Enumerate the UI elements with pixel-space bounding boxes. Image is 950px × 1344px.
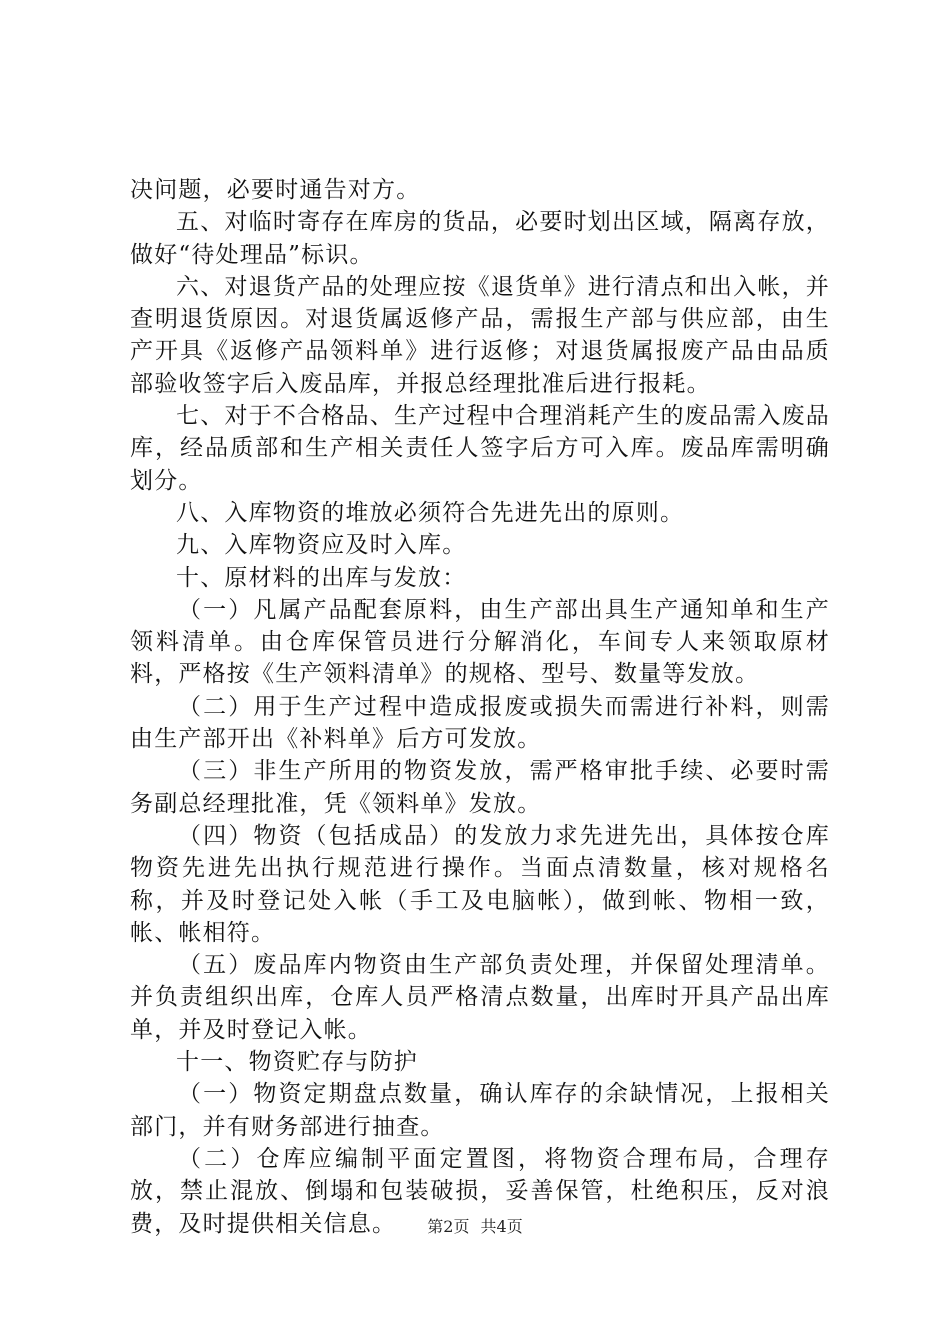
paragraph-item-10-5: （五）废品库内物资由生产部负责处理，并保留处理清单。并负责组织出库，仓库人员严格清点数量，出库时开具产品出库单，并及时登记入帐。 bbox=[130, 952, 830, 1043]
paragraph-item-6: 六、对退货产品的处理应按《退货单》进行清点和出入帐，并查明退货原因。对退货属返修产品，需报生产部与供应部，由生产开具《返修产品领料单》进行返修；对退货属报废产品由品质部验收签字后入废品库，并报总经理批准后进行报耗。 bbox=[130, 273, 830, 397]
paragraph-item-10-1: （一）凡属产品配套原料，由生产部出具生产通知单和生产领料清单。由仓库保管员进行分解消化，车间专人来领取原材料，严格按《生产领料清单》的规格、型号、数量等发放。 bbox=[130, 596, 830, 688]
paragraph-continuation: 决问题，必要时通告对方。 bbox=[130, 177, 421, 203]
paragraph-item-8: 八、入库物资的堆放必须符合先进先出的原则。 bbox=[176, 499, 685, 526]
paragraph-item-11: 十一、物资贮存与防护 bbox=[176, 1049, 418, 1076]
page-total: 共4页 bbox=[480, 1217, 523, 1236]
document-body bbox=[130, 174, 830, 1240]
paragraph-item-9: 九、入库物资应及时入库。 bbox=[176, 532, 467, 559]
paragraph-item-10-4: （四）物资（包括成品）的发放力求先进先出，具体按仓库物资先进先出执行规范进行操作。当面点清数量，核对规格名称，并及时登记处入帐（手工及电脑帐），做到帐、物相一致，帐、帐相符。 bbox=[130, 822, 830, 946]
page-footer bbox=[0, 1217, 950, 1237]
paragraph-item-10-3: （三）非生产所用的物资发放，需严格审批手续、必要时需务副总经理批准，凭《领料单》发放。 bbox=[130, 758, 830, 817]
paragraph-item-11-1: （一）物资定期盘点数量，确认库存的余缺情况，上报相关部门，并有财务部进行抽查。 bbox=[130, 1081, 830, 1140]
page-number: 第2页 bbox=[427, 1217, 470, 1236]
paragraph-item-10-2: （二）用于生产过程中造成报废或损失而需进行补料，则需由生产部开出《补料单》后方可发放。 bbox=[130, 693, 830, 753]
paragraph-item-5: 五、对临时寄存在库房的货品，必要时划出区域，隔离存放，做好“待处理品”标识。 bbox=[130, 209, 830, 268]
paragraph-item-7: 七、对于不合格品、生产过程中合理消耗产生的废品需入废品库，经品质部和生产相关责任人签字后方可入库。废品库需明确划分。 bbox=[130, 403, 830, 494]
paragraph-item-11-2: （二）仓库应编制平面定置图，将物资合理布局，合理存放，禁止混放、倒塌和包装破损，妥善保管，杜绝积压，反对浪费，及时提供相关信息。 bbox=[130, 1145, 830, 1237]
paragraph-item-10: 十、原材料的出库与发放： bbox=[176, 564, 467, 591]
